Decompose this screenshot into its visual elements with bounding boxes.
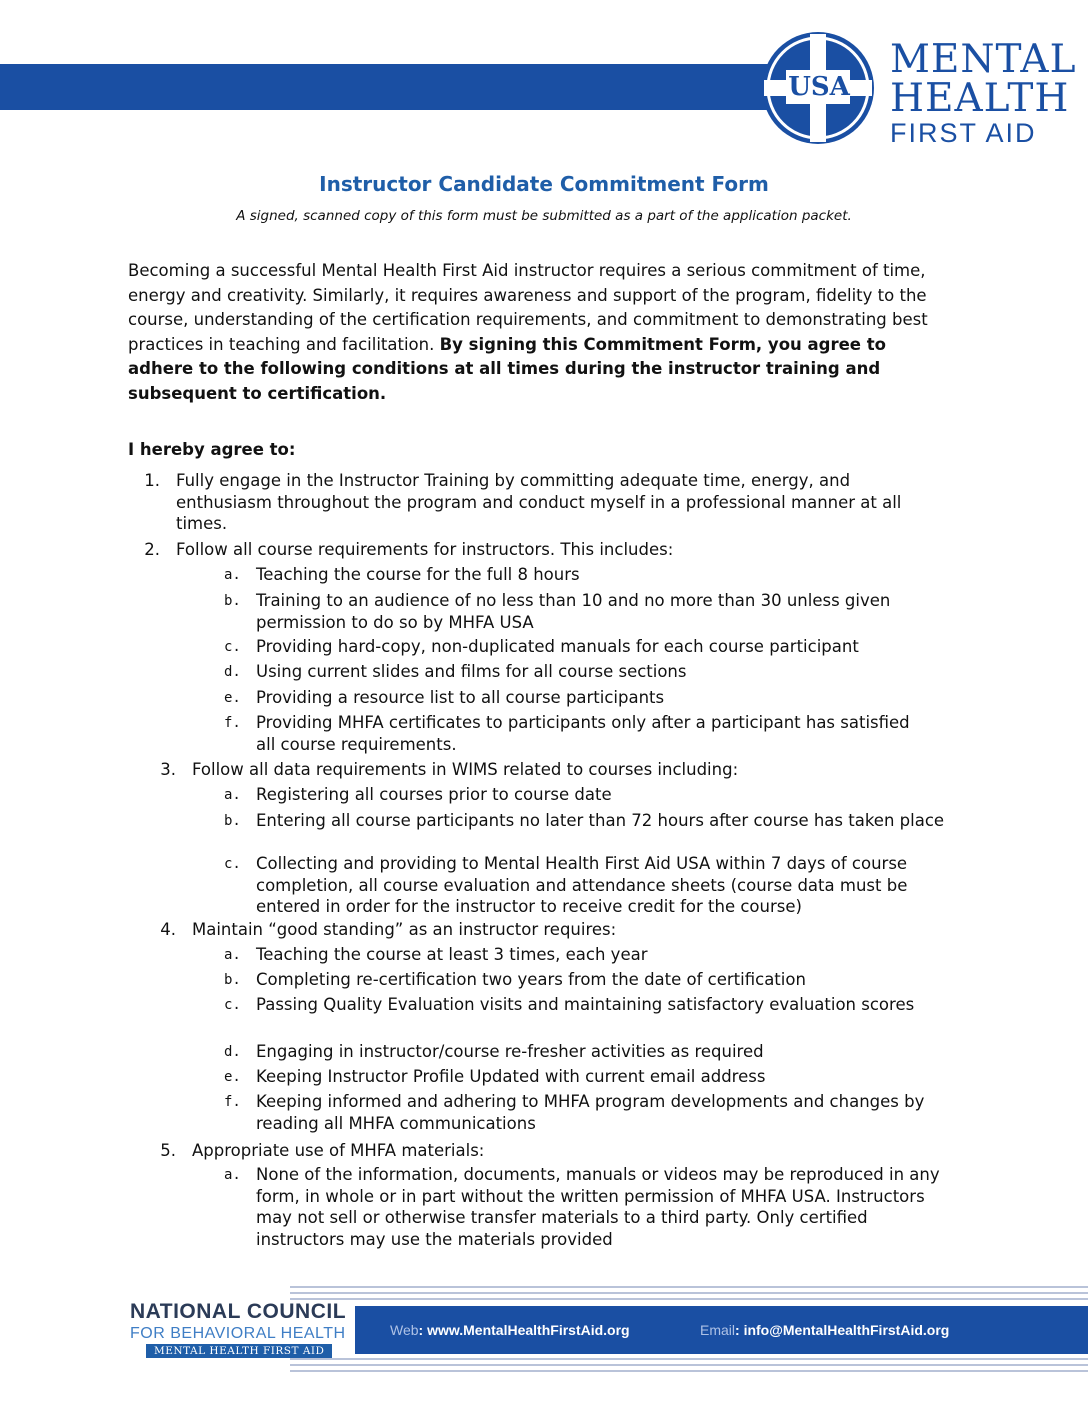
- footer-stripes: [290, 1286, 1088, 1306]
- item-number: 3.: [160, 760, 176, 779]
- list-item: Appropriate use of MHFA materials:: [192, 1141, 485, 1160]
- sub-item: Training to an audience of no less than 10 and no more than 30 unless given permission to do so by MHFA USA: [256, 591, 891, 632]
- logo-wordmark: [890, 37, 1077, 148]
- sub-item: Providing hard-copy, non-duplicated manuals for each course participant: [256, 637, 859, 656]
- sub-item: Providing MHFA certificates to participants only after a participant has satisfied all course requirements.: [256, 713, 910, 754]
- agree-heading: I hereby agree to:: [128, 440, 296, 459]
- sub-item: Registering all courses prior to course date: [256, 785, 612, 804]
- sub-item: Passing Quality Evaluation visits and maintaining satisfactory evaluation scores: [256, 995, 915, 1014]
- item-number: 1.: [144, 471, 160, 490]
- sub-item: Teaching the course at least 3 times, each year: [256, 945, 648, 964]
- item-number: 5.: [160, 1141, 176, 1160]
- sub-item: Providing a resource list to all course participants: [256, 688, 665, 707]
- list-item: Follow all course requirements for instructors. This includes:: [176, 540, 674, 559]
- sub-item-letter: f.: [224, 1094, 241, 1110]
- web-label: Web: [390, 1322, 419, 1338]
- sub-item-letter: d.: [224, 1044, 241, 1060]
- header-band: [0, 44, 790, 130]
- sub-item: Using current slides and films for all course sections: [256, 662, 687, 681]
- sub-item-letter: b.: [224, 593, 241, 609]
- intro-paragraph: [128, 259, 948, 406]
- page-title: Instructor Candidate Commitment Form: [319, 172, 769, 196]
- sub-item: Keeping informed and adhering to MHFA program developments and changes by reading all MHFA communications: [256, 1092, 925, 1133]
- intro-plain-text: Becoming a successful Mental Health First Aid instructor requires a serious commitment of time, energy and creativity. Similarly, it requires awareness and support of the program, fidelity to the course, understanding of the certification requirements, and commitment to demonstrating best practices in teaching and facilitation.: [128, 261, 928, 354]
- national-council-logo: [130, 1300, 350, 1362]
- sub-item-letter: b.: [224, 813, 241, 829]
- org-name-line-3: MENTAL HEALTH FIRST AID: [146, 1344, 332, 1358]
- logo-line-3: FIRST AID: [890, 118, 1037, 148]
- logo-line-1: MENTAL: [890, 37, 1077, 82]
- sub-item: Engaging in instructor/course re-fresher activities as required: [256, 1042, 764, 1061]
- sub-item-letter: c.: [224, 639, 241, 655]
- sub-item: None of the information, documents, manuals or videos may be reproduced in any form, in whole or in part without the written permission of MHFA USA. Instructors may not sell or otherwise transfer materials to a third party. Only certified instructors may use the materials provided: [256, 1165, 940, 1249]
- item-number: 2.: [144, 540, 160, 559]
- sub-item-letter: d.: [224, 664, 241, 680]
- sub-item-letter: f.: [224, 715, 241, 731]
- sub-item-letter: a.: [224, 787, 241, 803]
- sub-item-letter: b.: [224, 972, 241, 988]
- footer-email[interactable]: [700, 1322, 949, 1338]
- logo-line-2: HEALTH: [890, 76, 1070, 121]
- page-subtitle: A signed, scanned copy of this form must be submitted as a part of the application packet.: [236, 208, 852, 224]
- sub-item-letter: c.: [224, 856, 241, 872]
- sub-item: Keeping Instructor Profile Updated with current email address: [256, 1067, 766, 1086]
- intro-bold-text: By signing this Commitment Form, you agree to adhere to the following conditions at all times during the instructor training and subsequent to certification.: [128, 334, 886, 403]
- sub-item: Collecting and providing to Mental Health First Aid USA within 7 days of course completion, all course evaluation and attendance sheets (course data must be entered in order for the instructor to receive credit for the course): [256, 854, 908, 916]
- email-label: Email: [700, 1322, 736, 1338]
- sub-item-letter: c.: [224, 997, 241, 1013]
- footer-web[interactable]: [390, 1322, 630, 1338]
- org-name-line-1: NATIONAL COUNCIL: [130, 1300, 347, 1323]
- web-link[interactable]: : www.MentalHealthFirstAid.org: [418, 1322, 630, 1338]
- sub-item-letter: a.: [224, 947, 241, 963]
- item-number: 4.: [160, 920, 176, 939]
- sub-item-letter: e.: [224, 1069, 241, 1085]
- list-item: Maintain “good standing” as an instructor requires:: [192, 920, 617, 939]
- sub-item: Entering all course participants no later than 72 hours after course has taken place: [256, 811, 945, 830]
- footer-stripes-bottom: [290, 1358, 1088, 1378]
- list-item: Follow all data requirements in WIMS related to courses including:: [192, 760, 739, 779]
- sub-item: Completing re-certification two years from the date of certification: [256, 970, 806, 989]
- logo-usa-text: USA: [788, 72, 850, 102]
- sub-item-letter: a.: [224, 567, 241, 583]
- sub-item-letter: e.: [224, 690, 241, 706]
- sub-item-letter: a.: [224, 1167, 241, 1183]
- email-link[interactable]: : info@MentalHealthFirstAid.org: [735, 1322, 950, 1338]
- list-item: Fully engage in the Instructor Training by committing adequate time, energy, and enthusiasm throughout the program and conduct myself in a professional manner at all times.: [176, 471, 902, 533]
- org-name-line-2: FOR BEHAVIORAL HEALTH: [130, 1325, 346, 1342]
- sub-item: Teaching the course for the full 8 hours: [256, 565, 580, 584]
